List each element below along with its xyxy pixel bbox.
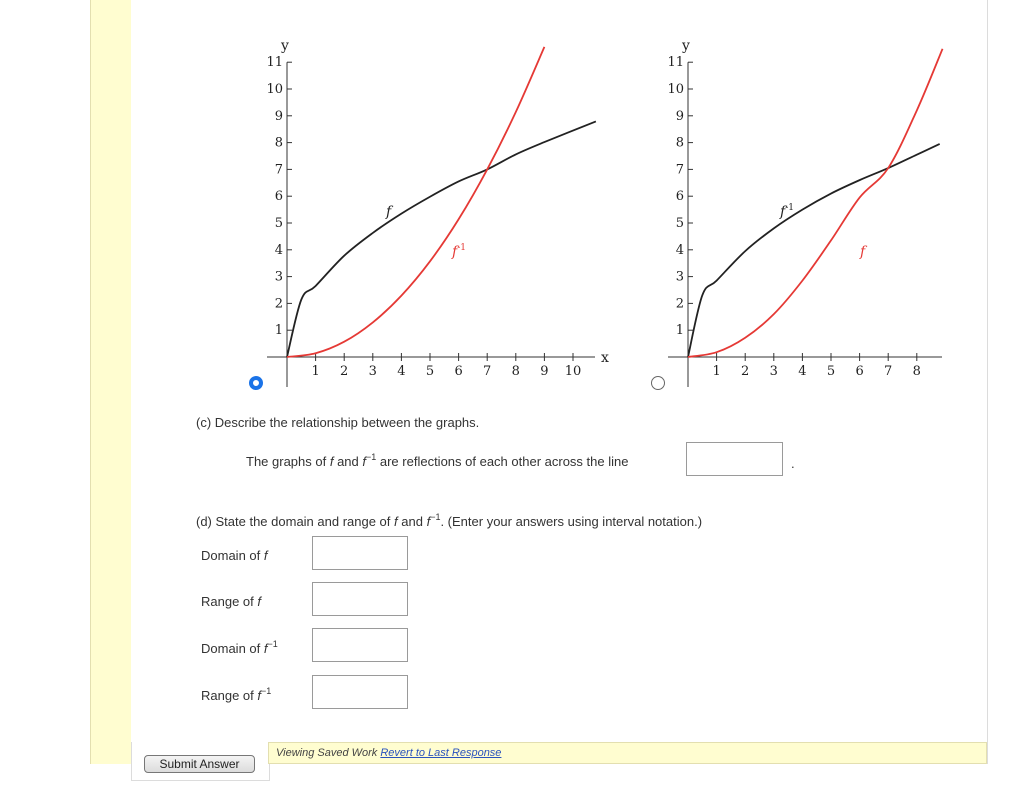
submit-answer-button[interactable]: Submit Answer [144,755,255,773]
domain-f-label-text: Domain of [201,548,264,563]
x-tick-label: 7 [884,364,893,379]
part-c-sup: −1 [366,452,377,462]
part-c-f: f [329,454,334,469]
part-c-f-inv: f [362,454,366,469]
revert-link[interactable]: Revert to Last Response [380,747,502,759]
domain-f-input[interactable] [312,536,408,570]
x-tick-label: 3 [769,364,778,379]
y-tick-label: 9 [274,108,283,124]
domain-f-inv-var: f [263,641,268,656]
y-tick-label: 3 [274,269,283,285]
series-f--1-line [287,47,544,357]
series-label: f [860,244,866,260]
y-tick-label: 10 [667,82,684,97]
y-axis-label: y [281,38,289,55]
part-d-prompt [196,514,702,529]
x-tick-label: 7 [483,364,492,379]
domain-f-inv-sup: −1 [267,639,278,649]
part-d-text-start: (d) State the domain and range of [196,514,395,529]
range-f-inv-label-text: Range of [201,688,258,703]
part-c-period: . [791,456,795,471]
y-axis-label: y [682,38,690,55]
x-tick-label: 2 [340,364,349,379]
part-c-prompt: (c) Describe the relationship between the graphs. [196,415,480,430]
x-axis-label: x [601,350,609,366]
domain-f-inv-input[interactable] [312,628,408,662]
part-c-and: and [333,454,363,469]
y-tick-label: 3 [675,269,684,285]
x-tick-label: 8 [912,364,921,379]
y-tick-label: 11 [266,55,283,71]
y-tick-label: 6 [675,189,684,205]
series-label: f [386,204,392,220]
domain-f-label [201,548,268,563]
reflection-line-input[interactable] [686,442,783,476]
y-tick-label: 2 [675,296,684,312]
x-tick-label: 1 [712,364,721,379]
domain-f-inv-label [201,641,278,656]
x-tick-label: 4 [397,364,406,379]
part-c-text-end: are reflections of each other across the line [376,454,629,469]
range-f-var: f [257,594,261,609]
x-tick-label: 6 [454,364,463,379]
y-tick-label: 1 [675,323,684,339]
range-f-label-text: Range of [201,594,258,609]
range-f-inv-var: f [257,688,261,703]
y-tick-label: 9 [675,108,684,124]
part-d-sup: −1 [430,512,441,522]
range-f-input[interactable] [312,582,408,616]
x-tick-label: 6 [855,364,864,379]
series-label-superscript: -1 [785,203,794,213]
y-tick-label: 4 [274,242,283,258]
domain-f-var: f [263,548,268,563]
part-d-and: and [397,514,427,529]
x-tick-label: 5 [425,364,435,379]
range-f-inv-label [201,688,271,703]
part-d-f-inv: f [426,514,431,529]
y-tick-label: 5 [675,216,684,231]
series-f--1-line [688,144,940,357]
y-tick-label: 5 [274,216,283,231]
y-tick-label: 4 [675,242,684,258]
chart-1-group [266,38,609,387]
graph-option-2-radio[interactable] [651,376,665,390]
series-label: $f^{-1}$ [780,203,794,220]
x-tick-label: 10 [564,364,582,379]
y-tick-label: 2 [274,296,283,312]
x-tick-label: 5 [826,364,836,379]
x-tick-label: 3 [368,364,377,379]
y-tick-label: 7 [675,162,684,178]
series-label: $f^{-1}$ [452,243,466,260]
y-tick-label: 11 [667,55,684,71]
saved-work-notice [268,742,987,764]
range-f-label [201,594,261,609]
x-tick-label: 8 [511,364,520,379]
y-tick-label: 8 [675,135,684,151]
saved-work-text: Viewing Saved Work [276,747,381,759]
x-tick-label: 9 [540,364,549,379]
x-tick-label: 2 [741,364,750,379]
y-tick-label: 7 [274,162,283,178]
y-tick-label: 10 [266,82,283,97]
x-tick-label: 4 [798,364,807,379]
part-c-text-start: The graphs of [246,454,330,469]
y-tick-label: 8 [274,135,283,151]
series-label-superscript: -1 [457,243,466,253]
part-c-sentence [246,454,628,469]
y-tick-label: 1 [274,323,283,339]
chart-2-group [667,38,942,387]
y-tick-label: 6 [274,189,283,205]
domain-f-inv-label-text: Domain of [201,641,264,656]
part-d-f: f [394,514,398,529]
graph-option-1-radio[interactable] [249,376,263,390]
series-f-line [287,121,596,357]
range-f-inv-sup: −1 [261,686,272,696]
x-tick-label: 1 [311,364,320,379]
part-d-text-end: . (Enter your answers using interval notation.) [440,514,703,529]
range-f-inv-input[interactable] [312,675,408,709]
